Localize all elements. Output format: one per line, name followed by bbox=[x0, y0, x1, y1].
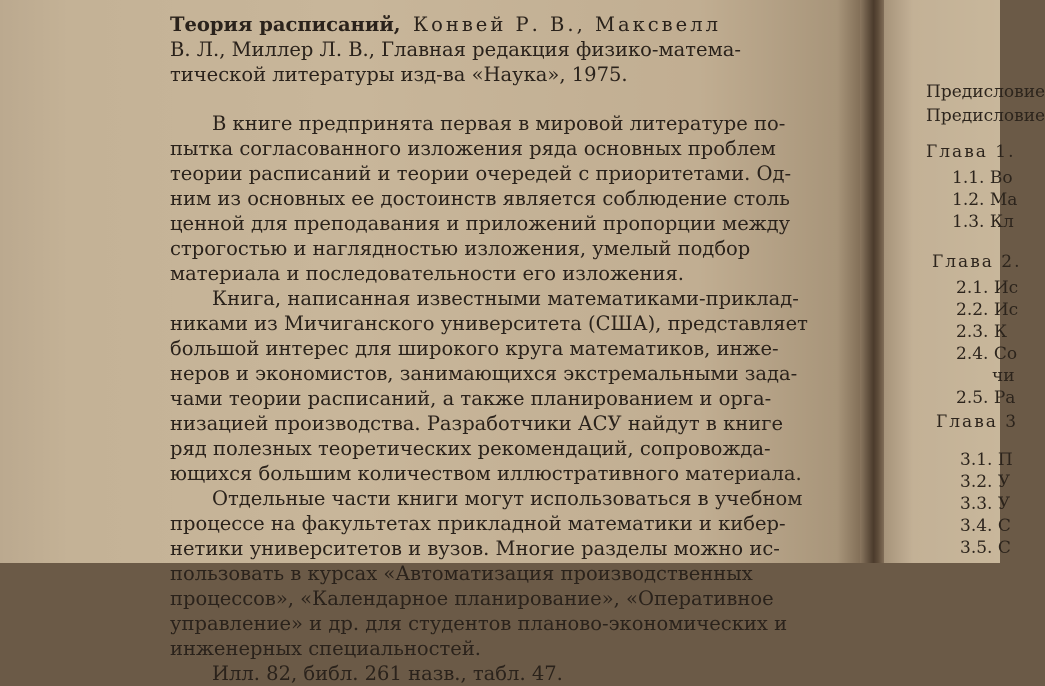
paragraph-line: низацией производства. Разработчики АСУ найдут в книге bbox=[170, 412, 784, 435]
toc-item: 2.2. Ис bbox=[956, 300, 1019, 320]
publication-footer: Илл. 82, библ. 261 назв., табл. 47. bbox=[212, 662, 563, 685]
paragraph-line: управление» и др. для студентов планово-экономических и bbox=[170, 612, 788, 635]
paragraph-line: ряд полезных теоретических рекомендаций, сопровожда- bbox=[170, 437, 771, 460]
toc-item: 3.5. С bbox=[960, 538, 1011, 558]
paragraph-line: чами теории расписаний, а также планированием и орга- bbox=[170, 387, 772, 410]
toc-chapter: Глава 1. bbox=[926, 142, 1016, 162]
paragraph-line: процессов», «Календарное планирование», «Оперативное bbox=[170, 587, 774, 610]
paragraph-line: инженерных специальностей. bbox=[170, 637, 482, 660]
toc-item: 2.1. Ис bbox=[956, 278, 1019, 298]
book-title: Теория расписаний, bbox=[170, 13, 401, 36]
toc-item: чи bbox=[992, 366, 1015, 386]
toc-item: 2.4. Со bbox=[956, 344, 1018, 364]
paragraph-line: ним из основных ее достоинств является соблюдение столь bbox=[170, 187, 790, 210]
toc-item: Предисловие bbox=[926, 82, 1045, 102]
toc-item: 3.2. У bbox=[960, 472, 1011, 492]
paragraph-line: материала и последовательности его изложения. bbox=[170, 262, 684, 285]
paragraph-line: никами из Мичиганского университета (США), представляет bbox=[170, 312, 808, 335]
toc-item: 3.3. У bbox=[960, 494, 1011, 514]
paragraph-line: теории расписаний и теории очередей с приоритетами. Од- bbox=[170, 162, 792, 185]
toc-item: 1.2. Ма bbox=[952, 190, 1018, 210]
authors-part-1: Конвей Р. В., Максвелл bbox=[413, 13, 721, 36]
toc-item: 3.4. С bbox=[960, 516, 1011, 536]
toc-item: 1.1. Во bbox=[952, 168, 1013, 188]
paragraph-line: процессе на факультетах прикладной математики и кибер- bbox=[170, 512, 786, 535]
toc-item: 1.3. Кл bbox=[952, 212, 1014, 232]
paragraph-line: строгостью и наглядностью изложения, умелый подбор bbox=[170, 237, 751, 260]
paragraph-line: неров и экономистов, занимающихся экстремальными зада- bbox=[170, 362, 798, 385]
paragraph-line: Отдельные части книги могут использоваться в учебном bbox=[212, 487, 803, 510]
paragraph-line: нетики университетов и вузов. Многие разделы можно ис- bbox=[170, 537, 780, 560]
bibliography-line-3: тической литературы изд-ва «Наука», 1975. bbox=[170, 63, 628, 86]
bibliography-line-2: В. Л., Миллер Л. В., Главная редакция физико-матема- bbox=[170, 38, 741, 61]
annotation-text bbox=[170, 12, 808, 686]
toc-item: 2.3. К bbox=[956, 322, 1007, 342]
paragraph-3 bbox=[170, 486, 803, 661]
paragraph-2 bbox=[170, 286, 808, 486]
toc-chapter: Глава 2. bbox=[932, 252, 1022, 272]
paragraph-line: большой интерес для широкого круга математиков, инже- bbox=[170, 337, 779, 360]
paragraph-line: Книга, написанная известными математиками-приклад- bbox=[212, 287, 799, 310]
paragraph-line: пытка согласованного изложения ряда основных проблем bbox=[170, 137, 776, 160]
paragraph-line: пользовать в курсах «Автоматизация производственных bbox=[170, 562, 753, 585]
right-page bbox=[884, 0, 1045, 563]
bibliography-line-1 bbox=[170, 12, 770, 37]
paragraph-line: ющихся большим количеством иллюстративного материала. bbox=[170, 462, 802, 485]
paragraph-line: В книге предпринята первая в мировой литературе по- bbox=[212, 112, 786, 135]
toc-item: 2.5. Ра bbox=[956, 388, 1016, 408]
toc-chapter: Глава 3 bbox=[936, 412, 1019, 432]
toc-item: Предисловие bbox=[926, 106, 1045, 126]
toc-item: 3.1. П bbox=[960, 450, 1013, 470]
paragraph-line: ценной для преподавания и приложений пропорции между bbox=[170, 212, 791, 235]
paragraph-1 bbox=[170, 111, 792, 286]
